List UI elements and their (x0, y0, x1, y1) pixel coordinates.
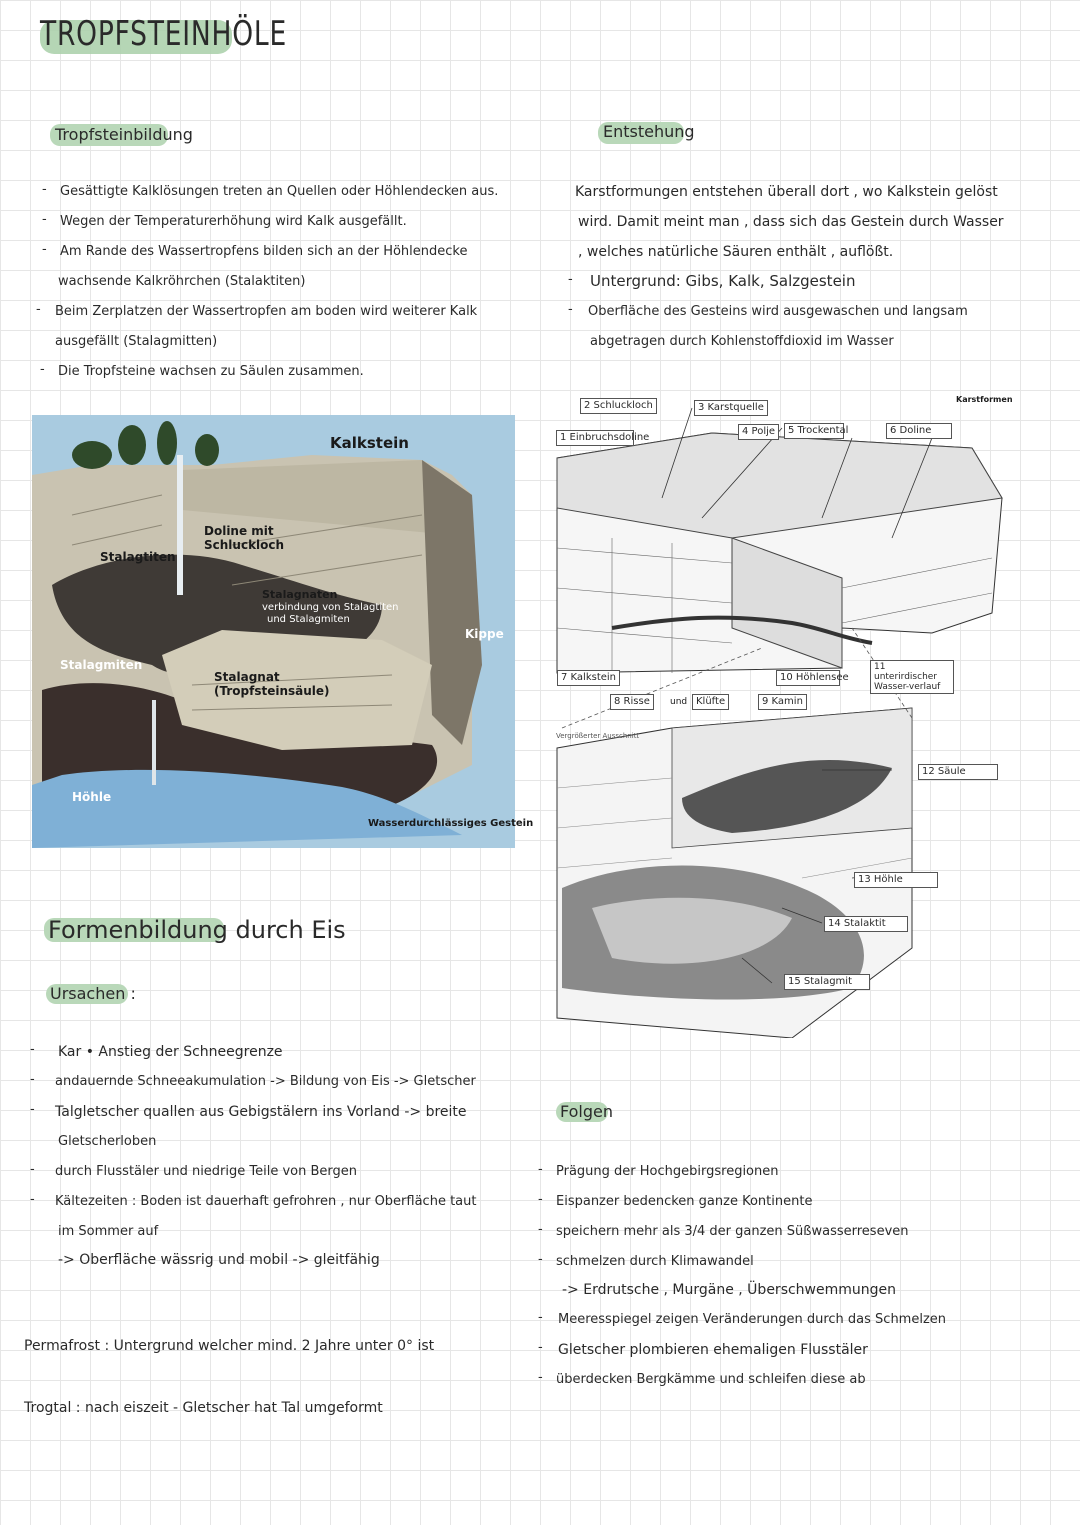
bullet: - (30, 1162, 35, 1177)
bullet: - (30, 1102, 35, 1117)
bullet: - (538, 1222, 543, 1237)
label-stalaktit: 14 Stalaktit (824, 916, 908, 932)
bullet: - (538, 1340, 543, 1355)
text-line: wachsende Kalkröhrchen (Stalaktiten) (58, 274, 306, 289)
bullet: - (30, 1192, 35, 1207)
text-line: Gesättigte Kalklösungen treten an Quellen oder Höhlendecken aus. (60, 184, 499, 199)
causes-heading: Ursachen : (50, 984, 136, 1003)
label-einbruchsdoline: 1 Einbruchsdoline (556, 430, 634, 446)
bullet: - (538, 1310, 543, 1325)
label-stalaktiten: Stalagtiten (100, 550, 176, 564)
text-line: Oberfläche des Gesteins wird ausgewaschen und langsam (588, 304, 968, 319)
text-line: Wegen der Temperaturerhöhung wird Kalk ausgefällt. (60, 214, 407, 229)
cause-line: durch Flusstäler und niedrige Teile von Bergen (55, 1164, 358, 1179)
page-title: TROPFSTEINHÖLE (40, 14, 288, 54)
label-stalagnaten: Stalagnaten (262, 588, 338, 601)
label-risse: 8 Risse (610, 694, 654, 710)
bullet: - (42, 182, 47, 197)
text-line: , welches natürliche Säuren enthält , auflößt. (578, 244, 894, 260)
bullet: - (538, 1252, 543, 1267)
label-hoehle: 13 Höhle (854, 872, 938, 888)
bullet: - (42, 242, 47, 257)
label-kluefte: Klüfte (692, 694, 729, 710)
text-line: Untergrund: Gibs, Kalk, Salzgestein (590, 272, 856, 290)
label-stalagnat: Stalagnat (214, 670, 280, 684)
trogtal-definition: Trogtal : nach eiszeit - Gletscher hat Tal umgeformt (24, 1400, 383, 1416)
label-karstquelle: 3 Karstquelle (694, 400, 768, 416)
section-heading-tropfsteinbildung: Tropfsteinbildung (55, 125, 193, 144)
karst-diagram (552, 388, 1012, 1038)
consequence-line: überdecken Bergkämme und schleifen diese ab (556, 1372, 866, 1387)
label-doline: 6 Doline (886, 423, 952, 439)
cave-drawing (32, 415, 515, 848)
bullet: - (40, 362, 45, 377)
bullet: - (568, 302, 573, 317)
cave-illustration (32, 415, 534, 848)
label-kippe: Kippe (465, 627, 504, 641)
text-line: Karstformungen entstehen überall dort , wo Kalkstein gelöst (575, 184, 998, 200)
consequence-line: speichern mehr als 3/4 der ganzen Süßwasserreseven (556, 1224, 909, 1239)
label-saeule: 12 Säule (918, 764, 998, 780)
text-line: Beim Zerplatzen der Wassertropfen am boden wird weiterer Kalk (55, 304, 478, 319)
cause-line: Gletscherloben (58, 1134, 157, 1149)
bullet: - (30, 1072, 35, 1087)
label-kamin: 9 Kamin (758, 694, 807, 710)
label-stalagmit: 15 Stalagmit (784, 974, 870, 990)
bullet: - (36, 302, 41, 317)
label-kalkstein: Kalkstein (330, 434, 409, 452)
text-line: Die Tropfsteine wachsen zu Säulen zusammen. (58, 364, 364, 379)
text-line: ausgefällt (Stalagmitten) (55, 334, 218, 349)
label-unterirdischer-wasserverlauf: 11 unterirdischer Wasser-verlauf (870, 660, 954, 694)
text-line: wird. Damit meint man , dass sich das Gestein durch Wasser (578, 214, 1004, 230)
bullet: - (538, 1162, 543, 1177)
cause-line: Kar • Anstieg der Schneegrenze (58, 1044, 283, 1060)
label-kalkstein: 7 Kalkstein (557, 670, 620, 686)
label-doline: Doline mit (204, 524, 274, 538)
label-vergroesserter-ausschnitt: Vergrößerter Ausschnitt (556, 732, 640, 740)
section-heading-entstehung: Entstehung (603, 122, 695, 141)
label-schluckloch: 2 Schluckloch (580, 398, 657, 414)
consequence-line: Prägung der Hochgebirgsregionen (556, 1164, 779, 1179)
bullet: - (30, 1042, 35, 1057)
label-und: und (670, 697, 688, 707)
bullet: - (42, 212, 47, 227)
label-stalagnaten-2: verbindung von Stalagtiten (262, 602, 399, 613)
consequence-line: -> Erdrutsche , Murgäne , Überschwemmungen (562, 1282, 897, 1298)
cause-line: im Sommer auf (58, 1224, 159, 1239)
label-doline-2: Schluckloch (204, 538, 285, 552)
label-hoehlensee: 10 Höhlensee (776, 670, 840, 686)
consequence-line: Gletscher plombieren ehemaligen Flusstäler (558, 1342, 868, 1358)
label-wasserdurchlaessig: Wasserdurchlässiges Gestein (368, 818, 534, 829)
cause-line: Kältezeiten : Boden ist dauerhaft gefrohren , nur Oberfläche taut (55, 1194, 477, 1209)
consequence-line: Eispanzer bedencken ganze Kontinente (556, 1194, 813, 1209)
consequences-heading: Folgen (560, 1102, 614, 1121)
section-heading-eis: Formenbildung durch Eis (48, 916, 346, 944)
label-polje: 4 Polje (738, 424, 779, 440)
label-trockental: 5 Trockental (784, 423, 844, 439)
consequence-line: schmelzen durch Klimawandel (556, 1254, 754, 1269)
karst-drawing (552, 388, 1012, 1038)
permafrost-definition: Permafrost : Untergrund welcher mind. 2 Jahre unter 0° ist (24, 1338, 435, 1354)
cause-line: Talgletscher quallen aus Gebigstälern ins Vorland -> breite (55, 1104, 467, 1120)
label-hoehle: Höhle (72, 790, 112, 804)
cause-line: andauernde Schneeakumulation -> Bildung von Eis -> Gletscher (55, 1074, 476, 1089)
cause-line: -> Oberfläche wässrig und mobil -> gleitfähig (58, 1252, 380, 1268)
karst-title: Karstformen (956, 395, 1013, 404)
consequence-line: Meeresspiegel zeigen Veränderungen durch das Schmelzen (558, 1312, 947, 1327)
bullet: - (538, 1370, 543, 1385)
bullet: - (538, 1192, 543, 1207)
label-stalagnaten-3: und Stalagmiten (267, 614, 350, 625)
text-line: Am Rande des Wassertropfens bilden sich an der Höhlendecke (60, 244, 468, 259)
bullet: - (568, 272, 573, 287)
label-stalagmiten: Stalagmiten (60, 658, 143, 672)
text-line: abgetragen durch Kohlenstoffdioxid im Wasser (590, 334, 894, 349)
label-stalagnat-2: (Tropfsteinsäule) (214, 684, 330, 698)
